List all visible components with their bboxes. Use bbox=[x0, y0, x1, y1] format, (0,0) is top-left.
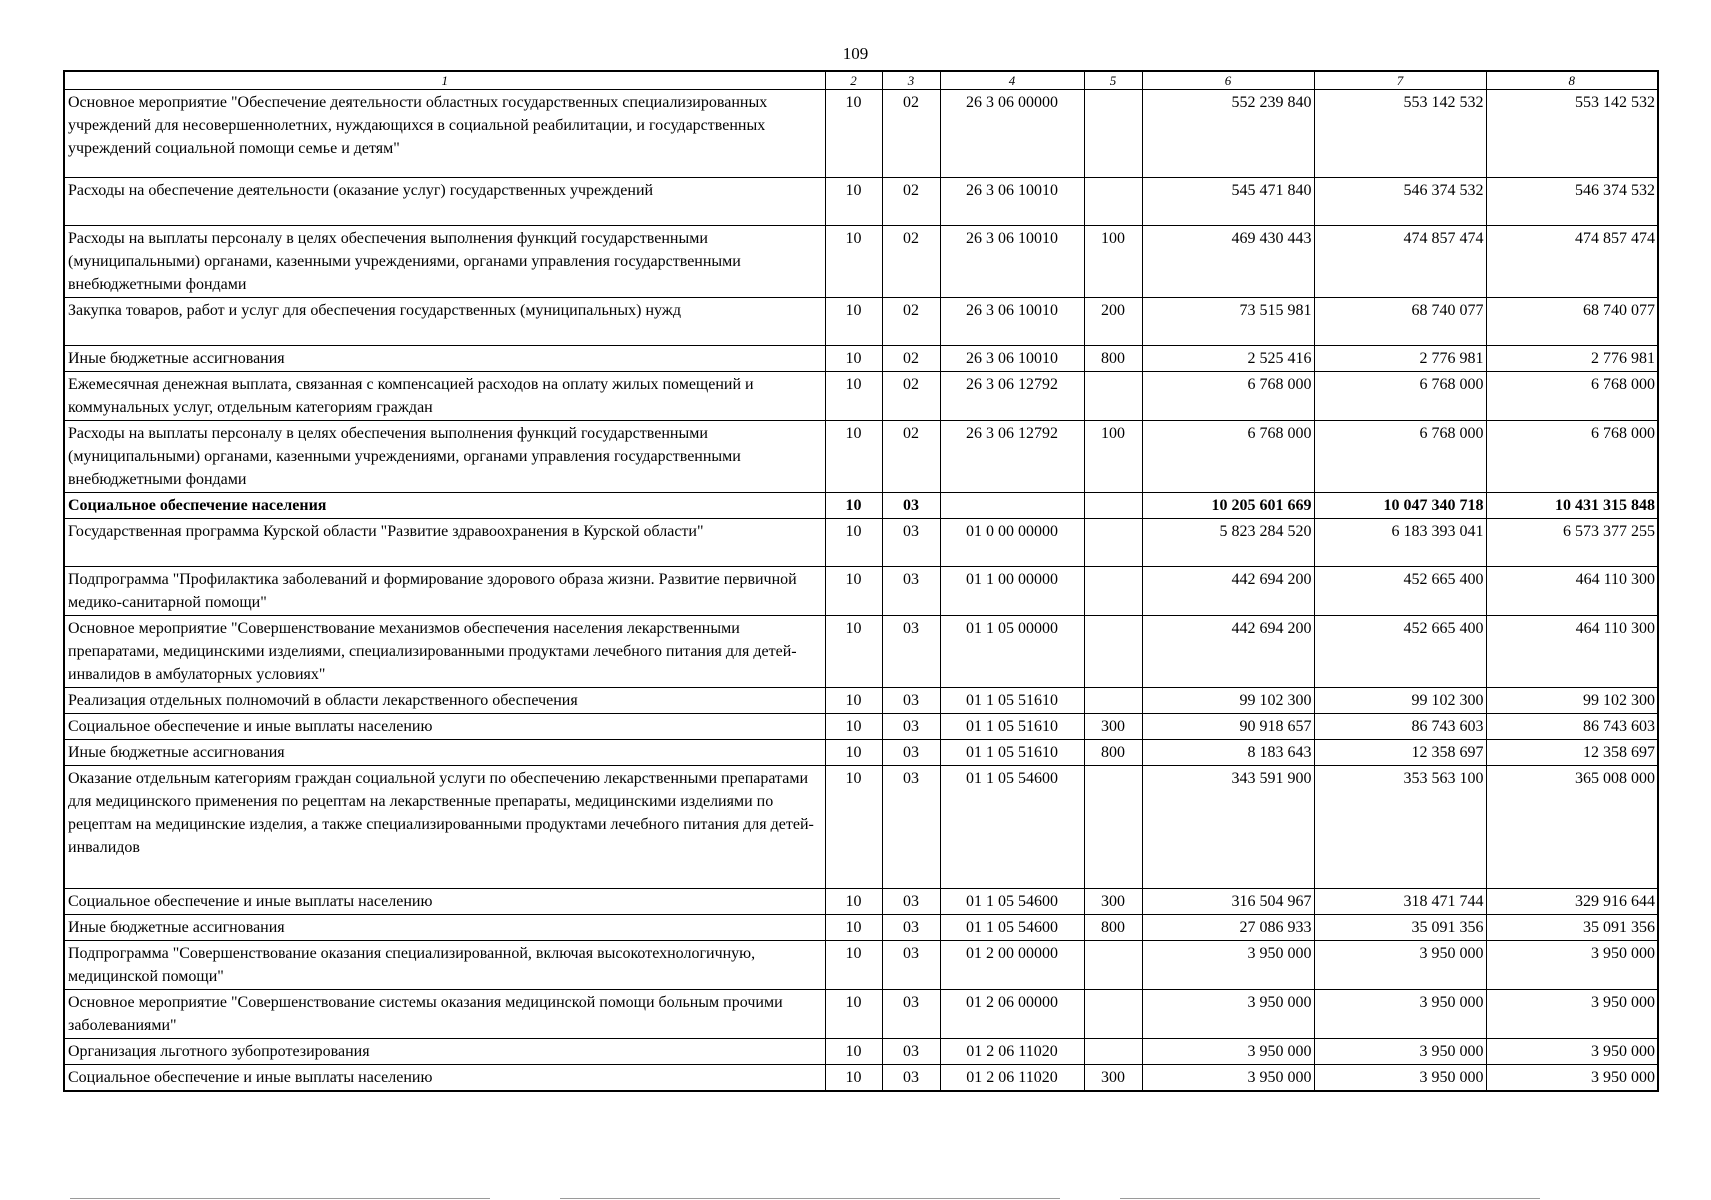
target-article-code: 01 1 00 00000 bbox=[940, 567, 1084, 616]
subsection-code: 02 bbox=[882, 421, 940, 493]
amount-col-7: 546 374 532 bbox=[1314, 178, 1486, 226]
section-code: 10 bbox=[825, 226, 882, 298]
section-code: 10 bbox=[825, 90, 882, 178]
amount-col-6: 469 430 443 bbox=[1142, 226, 1314, 298]
amount-col-8: 474 857 474 bbox=[1486, 226, 1658, 298]
section-code: 10 bbox=[825, 766, 882, 889]
amount-col-7: 6 768 000 bbox=[1314, 372, 1486, 421]
expense-type-code bbox=[1084, 1039, 1142, 1065]
amount-col-7: 35 091 356 bbox=[1314, 915, 1486, 941]
amount-col-8: 2 776 981 bbox=[1486, 346, 1658, 372]
section-code: 10 bbox=[825, 298, 882, 346]
amount-col-8: 6 768 000 bbox=[1486, 372, 1658, 421]
table-row bbox=[64, 298, 1658, 346]
scan-mark bbox=[70, 1198, 490, 1199]
row-name: Основное мероприятие "Обеспечение деятельности областных государственных специализированных учреждений для несовершеннолетних, нуждающихся в социальной реабилитации, и государственных учреждений социальной помощи семье и детям" bbox=[64, 90, 825, 178]
budget-table bbox=[63, 70, 1659, 1092]
expense-type-code bbox=[1084, 372, 1142, 421]
table-row bbox=[64, 372, 1658, 421]
amount-col-6: 8 183 643 bbox=[1142, 740, 1314, 766]
expense-type-code: 200 bbox=[1084, 298, 1142, 346]
target-article-code: 26 3 06 10010 bbox=[940, 346, 1084, 372]
header-cell: 5 bbox=[1084, 71, 1142, 90]
subsection-code: 02 bbox=[882, 346, 940, 372]
expense-type-code: 100 bbox=[1084, 421, 1142, 493]
amount-col-6: 316 504 967 bbox=[1142, 889, 1314, 915]
amount-col-8: 464 110 300 bbox=[1486, 567, 1658, 616]
amount-col-8: 3 950 000 bbox=[1486, 990, 1658, 1039]
subsection-code: 02 bbox=[882, 226, 940, 298]
table-row bbox=[64, 493, 1658, 519]
section-code: 10 bbox=[825, 519, 882, 567]
table-row bbox=[64, 889, 1658, 915]
amount-col-8: 35 091 356 bbox=[1486, 915, 1658, 941]
expense-type-code: 300 bbox=[1084, 714, 1142, 740]
header-row bbox=[64, 71, 1658, 90]
section-code: 10 bbox=[825, 421, 882, 493]
amount-col-7: 3 950 000 bbox=[1314, 941, 1486, 990]
amount-col-7: 12 358 697 bbox=[1314, 740, 1486, 766]
row-name: Подпрограмма "Профилактика заболеваний и формирование здорового образа жизни. Развитие первичной медико-санитарной помощи" bbox=[64, 567, 825, 616]
row-name: Социальное обеспечение и иные выплаты населению bbox=[64, 1065, 825, 1092]
amount-col-8: 10 431 315 848 bbox=[1486, 493, 1658, 519]
header-cell: 6 bbox=[1142, 71, 1314, 90]
table-row bbox=[64, 178, 1658, 226]
row-name: Социальное обеспечение и иные выплаты населению bbox=[64, 889, 825, 915]
amount-col-6: 6 768 000 bbox=[1142, 372, 1314, 421]
amount-col-7: 10 047 340 718 bbox=[1314, 493, 1486, 519]
amount-col-7: 6 183 393 041 bbox=[1314, 519, 1486, 567]
section-code: 10 bbox=[825, 889, 882, 915]
amount-col-8: 3 950 000 bbox=[1486, 1039, 1658, 1065]
amount-col-6: 73 515 981 bbox=[1142, 298, 1314, 346]
table-row bbox=[64, 688, 1658, 714]
row-name: Реализация отдельных полномочий в области лекарственного обеспечения bbox=[64, 688, 825, 714]
target-article-code: 26 3 06 00000 bbox=[940, 90, 1084, 178]
expense-type-code bbox=[1084, 493, 1142, 519]
table-row bbox=[64, 714, 1658, 740]
subsection-code: 03 bbox=[882, 616, 940, 688]
target-article-code: 01 1 05 51610 bbox=[940, 740, 1084, 766]
amount-col-8: 3 950 000 bbox=[1486, 1065, 1658, 1092]
header-cell: 2 bbox=[825, 71, 882, 90]
subsection-code: 02 bbox=[882, 298, 940, 346]
target-article-code: 01 2 06 11020 bbox=[940, 1065, 1084, 1092]
row-name: Социальное обеспечение населения bbox=[64, 493, 825, 519]
amount-col-8: 6 768 000 bbox=[1486, 421, 1658, 493]
section-code: 10 bbox=[825, 688, 882, 714]
page-number: 109 bbox=[842, 44, 869, 63]
expense-type-code bbox=[1084, 519, 1142, 567]
amount-col-8: 329 916 644 bbox=[1486, 889, 1658, 915]
section-code: 10 bbox=[825, 346, 882, 372]
amount-col-8: 546 374 532 bbox=[1486, 178, 1658, 226]
row-name: Расходы на выплаты персоналу в целях обеспечения выполнения функций государственными (муниципальными) органами, казенными учреждениями, органами управления государственными внебюджетными фондами bbox=[64, 226, 825, 298]
expense-type-code bbox=[1084, 178, 1142, 226]
subsection-code: 02 bbox=[882, 90, 940, 178]
row-name: Расходы на выплаты персоналу в целях обеспечения выполнения функций государственными (муниципальными) органами, казенными учреждениями, органами управления государственными внебюджетными фондами bbox=[64, 421, 825, 493]
section-code: 10 bbox=[825, 616, 882, 688]
target-article-code: 01 1 05 51610 bbox=[940, 688, 1084, 714]
table-row bbox=[64, 941, 1658, 990]
amount-col-7: 6 768 000 bbox=[1314, 421, 1486, 493]
amount-col-6: 6 768 000 bbox=[1142, 421, 1314, 493]
amount-col-6: 552 239 840 bbox=[1142, 90, 1314, 178]
row-name: Основное мероприятие "Совершенствование системы оказания медицинской помощи больным прочими заболеваниями" bbox=[64, 990, 825, 1039]
table-row bbox=[64, 567, 1658, 616]
scan-mark bbox=[1120, 1198, 1540, 1199]
amount-col-7: 68 740 077 bbox=[1314, 298, 1486, 346]
table-row bbox=[64, 915, 1658, 941]
header-cell: 8 bbox=[1486, 71, 1658, 90]
amount-col-8: 3 950 000 bbox=[1486, 941, 1658, 990]
header-cell: 4 bbox=[940, 71, 1084, 90]
amount-col-8: 6 573 377 255 bbox=[1486, 519, 1658, 567]
table-row bbox=[64, 1065, 1658, 1092]
subsection-code: 03 bbox=[882, 740, 940, 766]
section-code: 10 bbox=[825, 714, 882, 740]
amount-col-6: 2 525 416 bbox=[1142, 346, 1314, 372]
amount-col-7: 86 743 603 bbox=[1314, 714, 1486, 740]
expense-type-code bbox=[1084, 90, 1142, 178]
amount-col-7: 99 102 300 bbox=[1314, 688, 1486, 714]
subsection-code: 03 bbox=[882, 493, 940, 519]
section-code: 10 bbox=[825, 915, 882, 941]
subsection-code: 03 bbox=[882, 714, 940, 740]
section-code: 10 bbox=[825, 567, 882, 616]
amount-col-7: 452 665 400 bbox=[1314, 616, 1486, 688]
amount-col-6: 10 205 601 669 bbox=[1142, 493, 1314, 519]
target-article-code: 26 3 06 12792 bbox=[940, 372, 1084, 421]
row-name: Социальное обеспечение и иные выплаты населению bbox=[64, 714, 825, 740]
row-name: Расходы на обеспечение деятельности (оказание услуг) государственных учреждений bbox=[64, 178, 825, 226]
amount-col-6: 442 694 200 bbox=[1142, 567, 1314, 616]
subsection-code: 02 bbox=[882, 178, 940, 226]
row-name: Подпрограмма "Совершенствование оказания специализированной, включая высокотехнологичную, медицинской помощи" bbox=[64, 941, 825, 990]
expense-type-code: 100 bbox=[1084, 226, 1142, 298]
subsection-code: 03 bbox=[882, 990, 940, 1039]
amount-col-7: 3 950 000 bbox=[1314, 1065, 1486, 1092]
amount-col-6: 99 102 300 bbox=[1142, 688, 1314, 714]
subsection-code: 03 bbox=[882, 688, 940, 714]
amount-col-7: 3 950 000 bbox=[1314, 1039, 1486, 1065]
table-row bbox=[64, 226, 1658, 298]
expense-type-code bbox=[1084, 990, 1142, 1039]
expense-type-code bbox=[1084, 567, 1142, 616]
target-article-code: 26 3 06 10010 bbox=[940, 226, 1084, 298]
target-article-code: 01 1 05 54600 bbox=[940, 766, 1084, 889]
target-article-code: 26 3 06 10010 bbox=[940, 178, 1084, 226]
target-article-code: 26 3 06 12792 bbox=[940, 421, 1084, 493]
amount-col-7: 2 776 981 bbox=[1314, 346, 1486, 372]
subsection-code: 03 bbox=[882, 1039, 940, 1065]
row-name: Организация льготного зубопротезирования bbox=[64, 1039, 825, 1065]
amount-col-8: 553 142 532 bbox=[1486, 90, 1658, 178]
amount-col-7: 318 471 744 bbox=[1314, 889, 1486, 915]
row-name: Закупка товаров, работ и услуг для обеспечения государственных (муниципальных) нужд bbox=[64, 298, 825, 346]
target-article-code: 01 2 06 00000 bbox=[940, 990, 1084, 1039]
section-code: 10 bbox=[825, 493, 882, 519]
amount-col-6: 3 950 000 bbox=[1142, 1039, 1314, 1065]
subsection-code: 02 bbox=[882, 372, 940, 421]
target-article-code: 01 1 05 00000 bbox=[940, 616, 1084, 688]
target-article-code bbox=[940, 493, 1084, 519]
amount-col-7: 452 665 400 bbox=[1314, 567, 1486, 616]
table-row bbox=[64, 766, 1658, 889]
table-row bbox=[64, 740, 1658, 766]
subsection-code: 03 bbox=[882, 1065, 940, 1092]
target-article-code: 01 2 06 11020 bbox=[940, 1039, 1084, 1065]
target-article-code: 26 3 06 10010 bbox=[940, 298, 1084, 346]
amount-col-6: 3 950 000 bbox=[1142, 1065, 1314, 1092]
expense-type-code: 800 bbox=[1084, 915, 1142, 941]
table-row bbox=[64, 346, 1658, 372]
expense-type-code: 800 bbox=[1084, 740, 1142, 766]
row-name: Ежемесячная денежная выплата, связанная с компенсацией расходов на оплату жилых помещений и коммунальных услуг, отдельным категориям граждан bbox=[64, 372, 825, 421]
amount-col-6: 90 918 657 bbox=[1142, 714, 1314, 740]
subsection-code: 03 bbox=[882, 567, 940, 616]
target-article-code: 01 1 05 51610 bbox=[940, 714, 1084, 740]
header-cell: 7 bbox=[1314, 71, 1486, 90]
row-name: Иные бюджетные ассигнования bbox=[64, 915, 825, 941]
target-article-code: 01 1 05 54600 bbox=[940, 915, 1084, 941]
row-name: Иные бюджетные ассигнования bbox=[64, 740, 825, 766]
amount-col-6: 3 950 000 bbox=[1142, 990, 1314, 1039]
amount-col-6: 27 086 933 bbox=[1142, 915, 1314, 941]
subsection-code: 03 bbox=[882, 766, 940, 889]
table-row bbox=[64, 519, 1658, 567]
amount-col-6: 5 823 284 520 bbox=[1142, 519, 1314, 567]
amount-col-6: 545 471 840 bbox=[1142, 178, 1314, 226]
expense-type-code: 300 bbox=[1084, 1065, 1142, 1092]
amount-col-6: 3 950 000 bbox=[1142, 941, 1314, 990]
scan-mark bbox=[560, 1198, 1060, 1199]
amount-col-8: 12 358 697 bbox=[1486, 740, 1658, 766]
section-code: 10 bbox=[825, 1065, 882, 1092]
subsection-code: 03 bbox=[882, 889, 940, 915]
header-cell: 3 bbox=[882, 71, 940, 90]
section-code: 10 bbox=[825, 1039, 882, 1065]
amount-col-7: 474 857 474 bbox=[1314, 226, 1486, 298]
table-row bbox=[64, 421, 1658, 493]
row-name: Государственная программа Курской области "Развитие здравоохранения в Курской области" bbox=[64, 519, 825, 567]
table-row bbox=[64, 990, 1658, 1039]
section-code: 10 bbox=[825, 990, 882, 1039]
row-name: Основное мероприятие "Совершенствование механизмов обеспечения населения лекарственными препаратами, медицинскими изделиями, специализированными продуктами лечебного питания для детей-инвалидов в амбулаторных условиях" bbox=[64, 616, 825, 688]
amount-col-8: 68 740 077 bbox=[1486, 298, 1658, 346]
section-code: 10 bbox=[825, 740, 882, 766]
table-row bbox=[64, 90, 1658, 178]
amount-col-7: 553 142 532 bbox=[1314, 90, 1486, 178]
section-code: 10 bbox=[825, 178, 882, 226]
row-name: Иные бюджетные ассигнования bbox=[64, 346, 825, 372]
row-name: Оказание отдельным категориям граждан социальной услуги по обеспечению лекарственными препаратами для медицинского применения по рецептам на лекарственные препараты, медицинскими изделиями по рецептам на медицинские изделия, а также специализированными продуктами лечебного питания для детей-инвалидов bbox=[64, 766, 825, 889]
table-row bbox=[64, 1039, 1658, 1065]
amount-col-8: 365 008 000 bbox=[1486, 766, 1658, 889]
subsection-code: 03 bbox=[882, 941, 940, 990]
target-article-code: 01 2 00 00000 bbox=[940, 941, 1084, 990]
expense-type-code: 800 bbox=[1084, 346, 1142, 372]
amount-col-7: 3 950 000 bbox=[1314, 990, 1486, 1039]
amount-col-6: 343 591 900 bbox=[1142, 766, 1314, 889]
amount-col-8: 86 743 603 bbox=[1486, 714, 1658, 740]
expense-type-code: 300 bbox=[1084, 889, 1142, 915]
amount-col-7: 353 563 100 bbox=[1314, 766, 1486, 889]
amount-col-8: 464 110 300 bbox=[1486, 616, 1658, 688]
amount-col-6: 442 694 200 bbox=[1142, 616, 1314, 688]
expense-type-code bbox=[1084, 616, 1142, 688]
amount-col-8: 99 102 300 bbox=[1486, 688, 1658, 714]
target-article-code: 01 1 05 54600 bbox=[940, 889, 1084, 915]
section-code: 10 bbox=[825, 941, 882, 990]
target-article-code: 01 0 00 00000 bbox=[940, 519, 1084, 567]
section-code: 10 bbox=[825, 372, 882, 421]
expense-type-code bbox=[1084, 688, 1142, 714]
subsection-code: 03 bbox=[882, 915, 940, 941]
header-cell: 1 bbox=[64, 71, 825, 90]
expense-type-code bbox=[1084, 941, 1142, 990]
table-row bbox=[64, 616, 1658, 688]
subsection-code: 03 bbox=[882, 519, 940, 567]
expense-type-code bbox=[1084, 766, 1142, 889]
